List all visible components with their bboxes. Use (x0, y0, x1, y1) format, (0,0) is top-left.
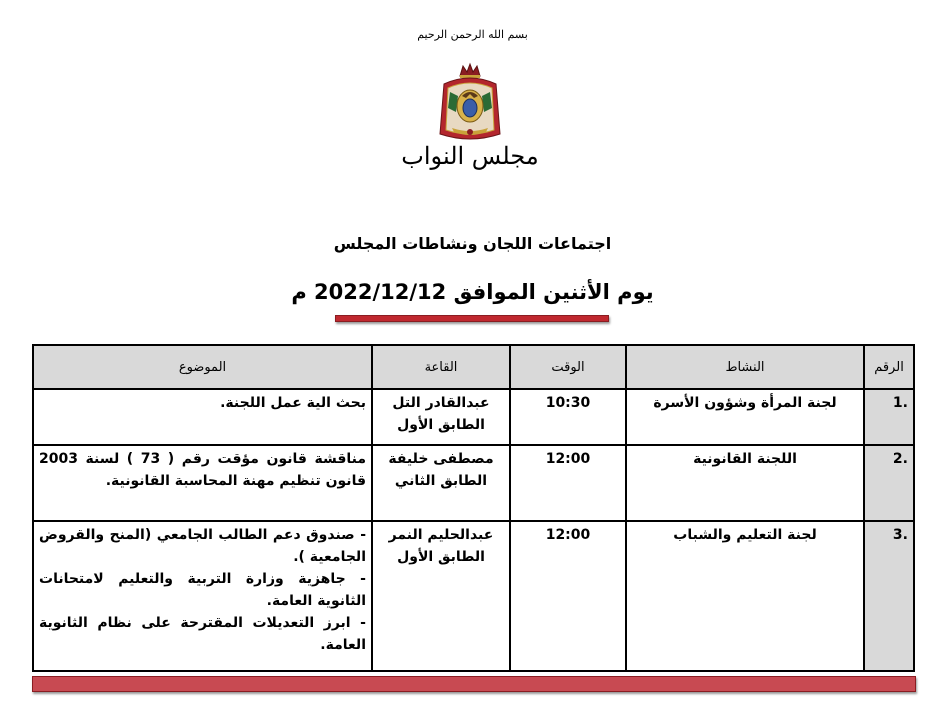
time-cell: 12:00 (510, 521, 626, 671)
time-cell: 12:00 (510, 445, 626, 521)
footer-bar (32, 676, 916, 692)
subject-cell (33, 521, 372, 671)
column-header-room: القاعة (372, 345, 510, 389)
room-cell (372, 521, 510, 671)
royal-crest-emblem (430, 62, 510, 144)
table-header-row (33, 345, 914, 389)
row-number: .1 (864, 389, 914, 445)
room-cell (372, 445, 510, 521)
row-number: .3 (864, 521, 914, 671)
column-header-time: الوقت (510, 345, 626, 389)
title-underline-bar (335, 315, 609, 322)
subject-line: - جاهزية وزارة التربية والتعليم لامتحانات الثانوية العامة. (39, 571, 366, 609)
column-header-number: الرقم (864, 345, 914, 389)
subject-line: - صندوق دعم الطالب الجامعي (المنح والقروض الجامعية ). (39, 527, 366, 565)
council-name-logo: مجلس النواب (401, 142, 539, 170)
activity-cell: لجنة التعليم والشباب (626, 521, 864, 671)
room-floor: الطابق الأول (397, 549, 485, 565)
table-row (33, 445, 914, 521)
subject-line: مناقشة قانون مؤقت رقم ( 73 ) لسنة 2003 قانون تنظيم مهنة المحاسبة القانونية. (39, 451, 366, 489)
time-cell: 10:30 (510, 389, 626, 445)
activity-cell: اللجنة القانونية (626, 445, 864, 521)
column-header-subject: الموضوع (33, 345, 372, 389)
schedule-table (32, 344, 915, 672)
activity-cell: لجنة المرأة وشؤون الأسرة (626, 389, 864, 445)
room-name: عبدالقادر التل (392, 395, 490, 411)
table-row (33, 389, 914, 445)
date-line: يوم الأثنين الموافق 2022/12/12 م (291, 280, 654, 304)
page-heading: اجتماعات اللجان ونشاطات المجلس (333, 234, 612, 253)
room-floor: الطابق الأول (397, 417, 485, 433)
room-name: عبدالحليم النمر (388, 527, 494, 543)
table-row (33, 521, 914, 671)
room-floor: الطابق الثاني (394, 473, 488, 489)
subject-cell (33, 445, 372, 521)
room-cell (372, 389, 510, 445)
column-header-activity: النشاط (626, 345, 864, 389)
subject-line: - ابرز التعديلات المقترحة على نظام الثانوية العامة. (39, 615, 366, 653)
subject-cell (33, 389, 372, 445)
room-name: مصطفى خليفة (388, 451, 494, 467)
subject-line: بحث الية عمل اللجنة. (220, 395, 366, 411)
basmala: بسم الله الرحمن الرحيم (417, 28, 528, 41)
row-number: .2 (864, 445, 914, 521)
